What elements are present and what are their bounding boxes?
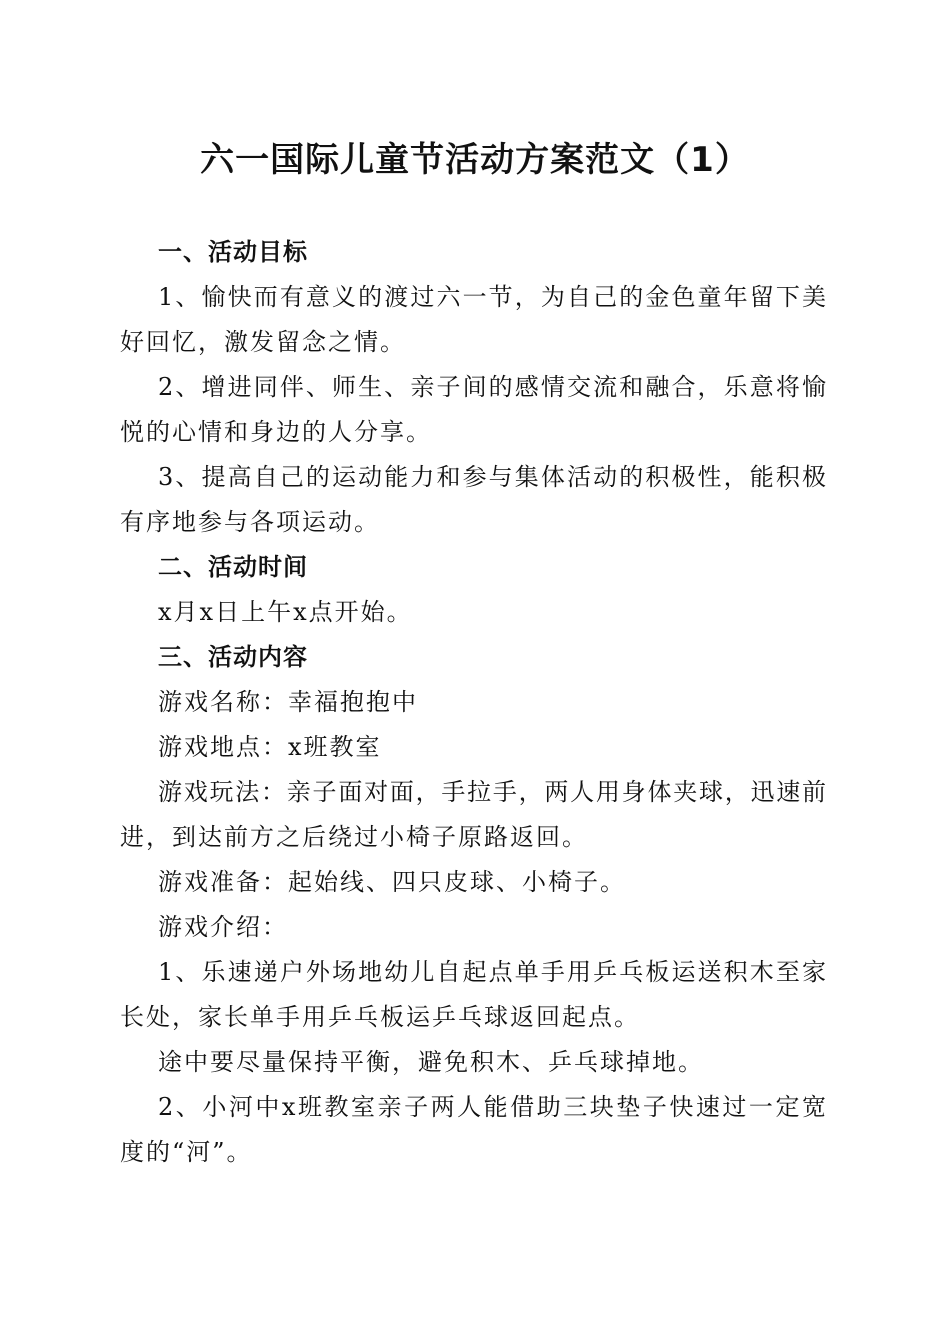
paragraph-line: 3、提高自己的运动能力和参与集体活动的积极性，能积极 xyxy=(158,463,826,491)
paragraph-continuation: 好回忆，激发留念之情。 xyxy=(120,328,406,356)
paragraph-line: 2、小河中x班教室亲子两人能借助三块垫子快速过一定宽 xyxy=(158,1093,826,1121)
paragraph-line: 途中要尽量保持平衡，避免积木、乒乓球掉地。 xyxy=(158,1048,704,1076)
paragraph-line: 游戏介绍： xyxy=(158,913,288,941)
section-heading: 一、活动目标 xyxy=(158,238,308,266)
paragraph-line: 2、增进同伴、师生、亲子间的感情交流和融合，乐意将愉 xyxy=(158,373,826,401)
paragraph-continuation: 有序地参与各项运动。 xyxy=(120,508,380,536)
paragraph-line: 游戏玩法：亲子面对面，手拉手，两人用身体夹球，迅速前 xyxy=(158,778,826,806)
paragraph-continuation: 长处，家长单手用乒乓板运乒乓球返回起点。 xyxy=(120,1003,640,1031)
paragraph-line: 1、愉快而有意义的渡过六一节，为自己的金色童年留下美 xyxy=(158,283,826,311)
document-body xyxy=(120,230,826,1175)
paragraph-line: 1、乐速递户外场地幼儿自起点单手用乒乓板运送积木至家 xyxy=(158,958,826,986)
paragraph-continuation: 悦的心情和身边的人分享。 xyxy=(120,418,432,446)
paragraph-line: x月x日上午x点开始。 xyxy=(158,598,413,626)
paragraph-continuation: 度的“河”。 xyxy=(120,1138,253,1166)
section-heading: 三、活动内容 xyxy=(158,643,308,671)
paragraph-line: 游戏地点：x班教室 xyxy=(158,733,382,761)
section-heading: 二、活动时间 xyxy=(158,553,308,581)
paragraph-continuation: 进，到达前方之后绕过小椅子原路返回。 xyxy=(120,823,588,851)
document-title: 六一国际儿童节活动方案范文（1） xyxy=(200,140,750,180)
paragraph-line: 游戏名称：幸福抱抱中 xyxy=(158,688,418,716)
paragraph-line: 游戏准备：起始线、四只皮球、小椅子。 xyxy=(158,868,626,896)
